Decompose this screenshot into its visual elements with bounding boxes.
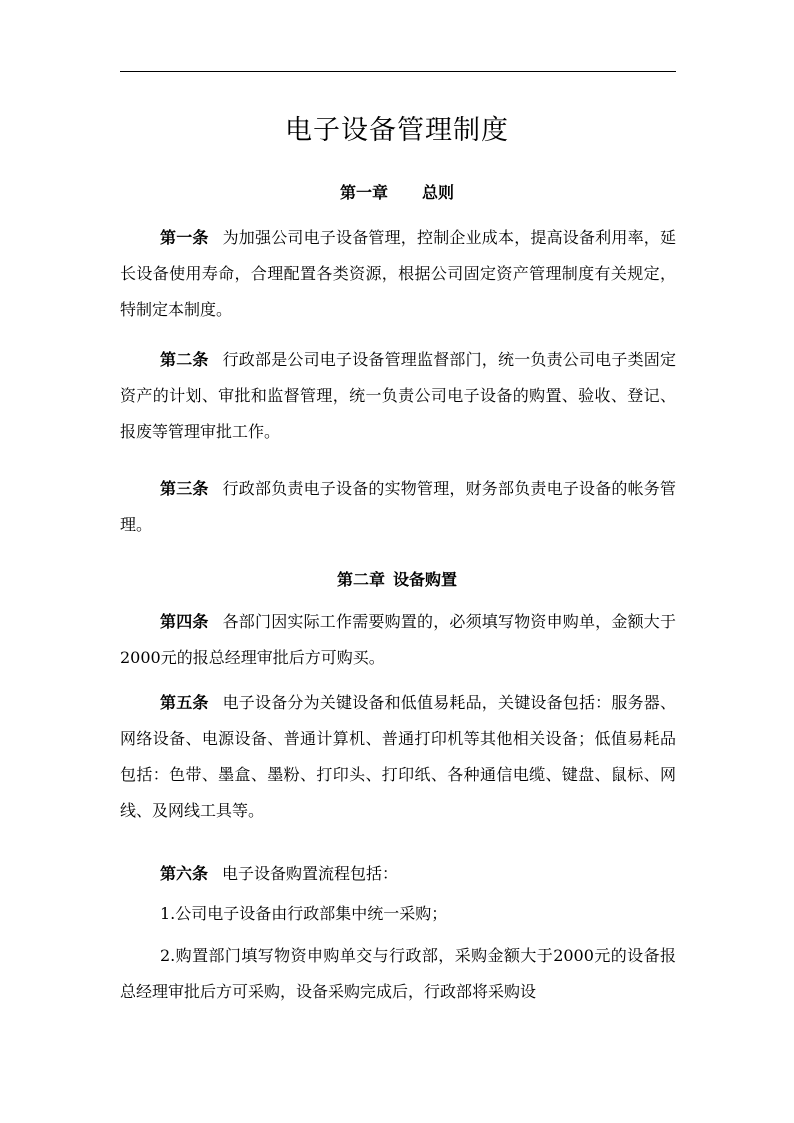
article-2-number: 第二条 [160,350,209,369]
chapter-1-name: 总则 [422,183,455,202]
article-5-number: 第五条 [160,693,209,712]
article-2 [120,342,676,450]
article-3-number: 第三条 [160,479,209,498]
chapter-2-number: 第二章 [336,570,385,589]
article-3-text: 行政部负责电子设备的实物管理，财务部负责电子设备的帐务管理。 [120,479,676,534]
chapter-1-number: 第一章 [339,183,388,202]
article-2-text: 行政部是公司电子设备管理监督部门，统一负责公司电子类固定资产的计划、审批和监督管理，统一负责公司电子设备的购置、验收、登记、报废等管理审批工作。 [120,350,676,441]
article-5 [120,685,676,829]
document-title: 电子设备管理制度 [285,115,509,146]
article-6 [120,856,676,892]
article-1-number: 第一条 [160,228,209,247]
article-1-text: 为加强公司电子设备管理，控制企业成本，提高设备利用率，延长设备使用寿命，合理配置各类资源，根据公司固定资产管理制度有关规定，特制定本制度。 [120,228,676,319]
chapter-1-heading [0,180,794,203]
article-4-number: 第四条 [160,612,209,631]
list-item-1: 1.公司电子设备由行政部集中统一采购； [160,904,448,923]
article-6-number: 第六条 [160,864,209,883]
article-1 [120,220,676,328]
article-6-text: 电子设备购置流程包括： [222,864,399,883]
header-rule [120,71,676,72]
chapter-2-heading [0,567,794,590]
article-4 [120,604,676,676]
list-item-2: 2.购置部门填写物资申购单交与行政部，采购金额大于2000元的设备报总经理审批后方可采购，设备采购完成后，行政部将采购设 [120,946,676,1001]
chapter-2-name: 设备购置 [393,570,458,589]
article-4-text: 各部门因实际工作需要购置的，必须填写物资申购单，金额大于2000元的报总经理审批后方可购买。 [120,612,676,667]
article-5-text: 电子设备分为关键设备和低值易耗品，关键设备包括：服务器、网络设备、电源设备、普通计算机、普通打印机等其他相关设备；低值易耗品包括：色带、墨盒、墨粉、打印头、打印纸、各种通信电缆、键盘、鼠标、网线、及网线工具等。 [120,693,676,820]
article-3 [120,471,676,543]
